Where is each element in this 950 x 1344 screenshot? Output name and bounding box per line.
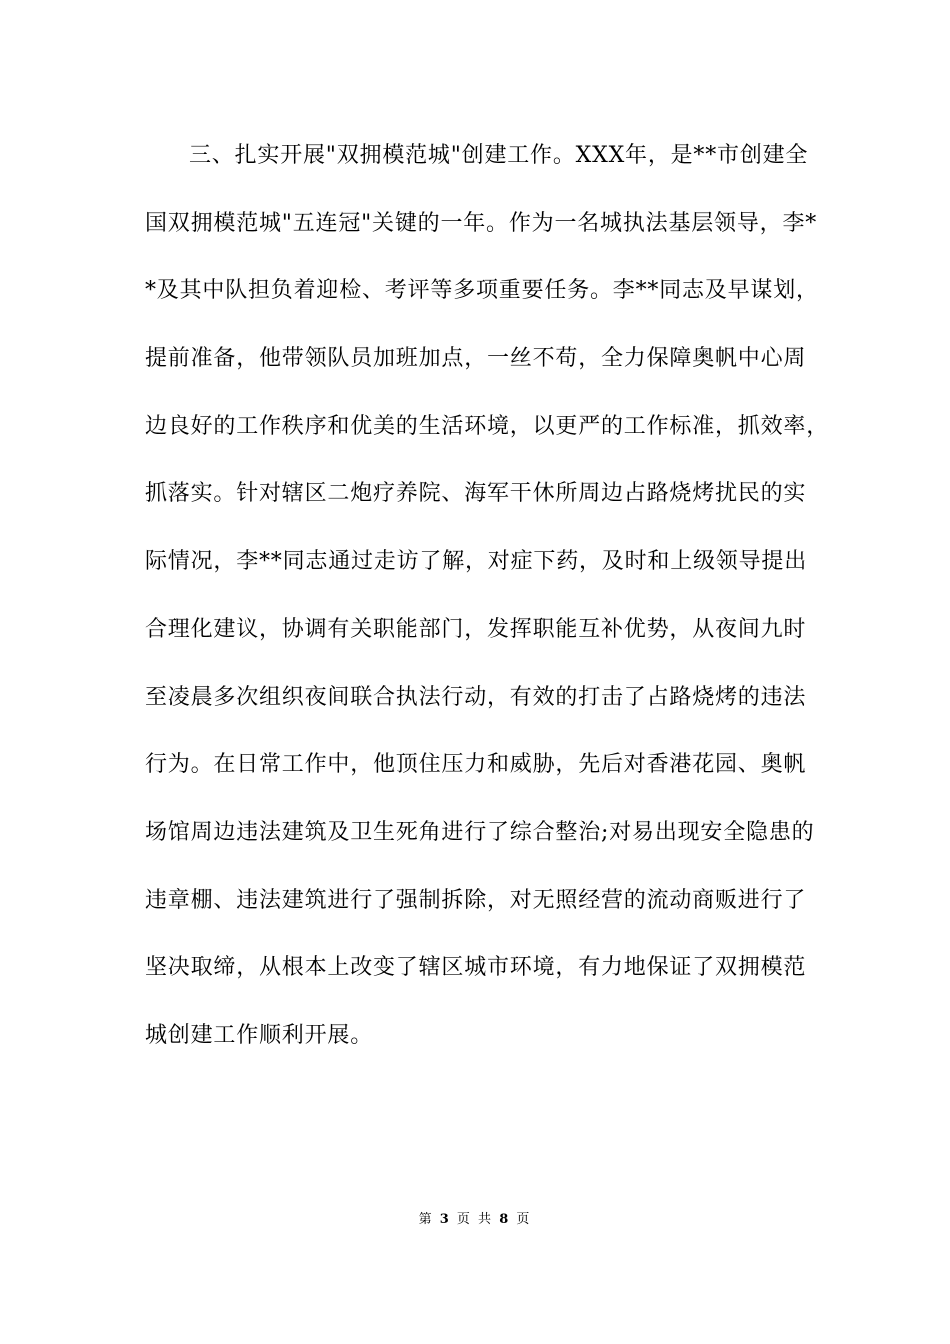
footer-prefix: 第 (418, 1212, 434, 1227)
paragraph-line: 提前准备，他带领队员加班加点，一丝不苟，全力保障奥帆中心周 (145, 346, 807, 372)
paragraph-line: 场馆周边违法建筑及卫生死角进行了综合整治;对易出现安全隐患的 (145, 819, 815, 845)
paragraph-line: 坚决取缔，从根本上改变了辖区城市环境，有力地保证了双拥模范 (145, 955, 807, 981)
paragraph-line: 至凌晨多次组织夜间联合执法行动，有效的打击了占路烧烤的违法 (145, 684, 807, 710)
paragraph-line: 行为。在日常工作中，他顶住压力和威胁，先后对香港花园、奥帆 (145, 752, 807, 778)
paragraph-line: 国双拥模范城"五连冠"关键的一年。作为一名城执法基层领导，李* (145, 210, 818, 236)
paragraph-line: 合理化建议，协调有关职能部门，发挥职能互补优势，从夜间九时 (145, 616, 807, 642)
paragraph-line: 抓落实。针对辖区二炮疗养院、海军干休所周边占路烧烤扰民的实 (145, 481, 807, 507)
current-page-number: 3 (439, 1212, 451, 1227)
body-paragraph (145, 134, 830, 1082)
paragraph-line: *及其中队担负着迎检、考评等多项重要任务。李**同志及早谋划， (145, 278, 819, 304)
paragraph-line: 违章棚、违法建筑进行了强制拆除，对无照经营的流动商贩进行了 (145, 887, 807, 913)
page-footer (0, 1208, 950, 1227)
paragraph-line: 三、扎实开展"双拥模范城"创建工作。XXX年，是**市创建全 (189, 143, 809, 168)
footer-middle: 页 共 (456, 1212, 494, 1227)
paragraph-line: 城创建工作顺利开展。 (145, 1022, 374, 1048)
footer-suffix: 页 (516, 1212, 532, 1227)
paragraph-line: 边良好的工作秩序和优美的生活环境，以更严的工作标准，抓效率， (145, 413, 830, 439)
paragraph-line: 际情况，李**同志通过走访了解，对症下药，及时和上级领导提出 (145, 549, 808, 575)
total-pages-number: 8 (499, 1212, 511, 1227)
